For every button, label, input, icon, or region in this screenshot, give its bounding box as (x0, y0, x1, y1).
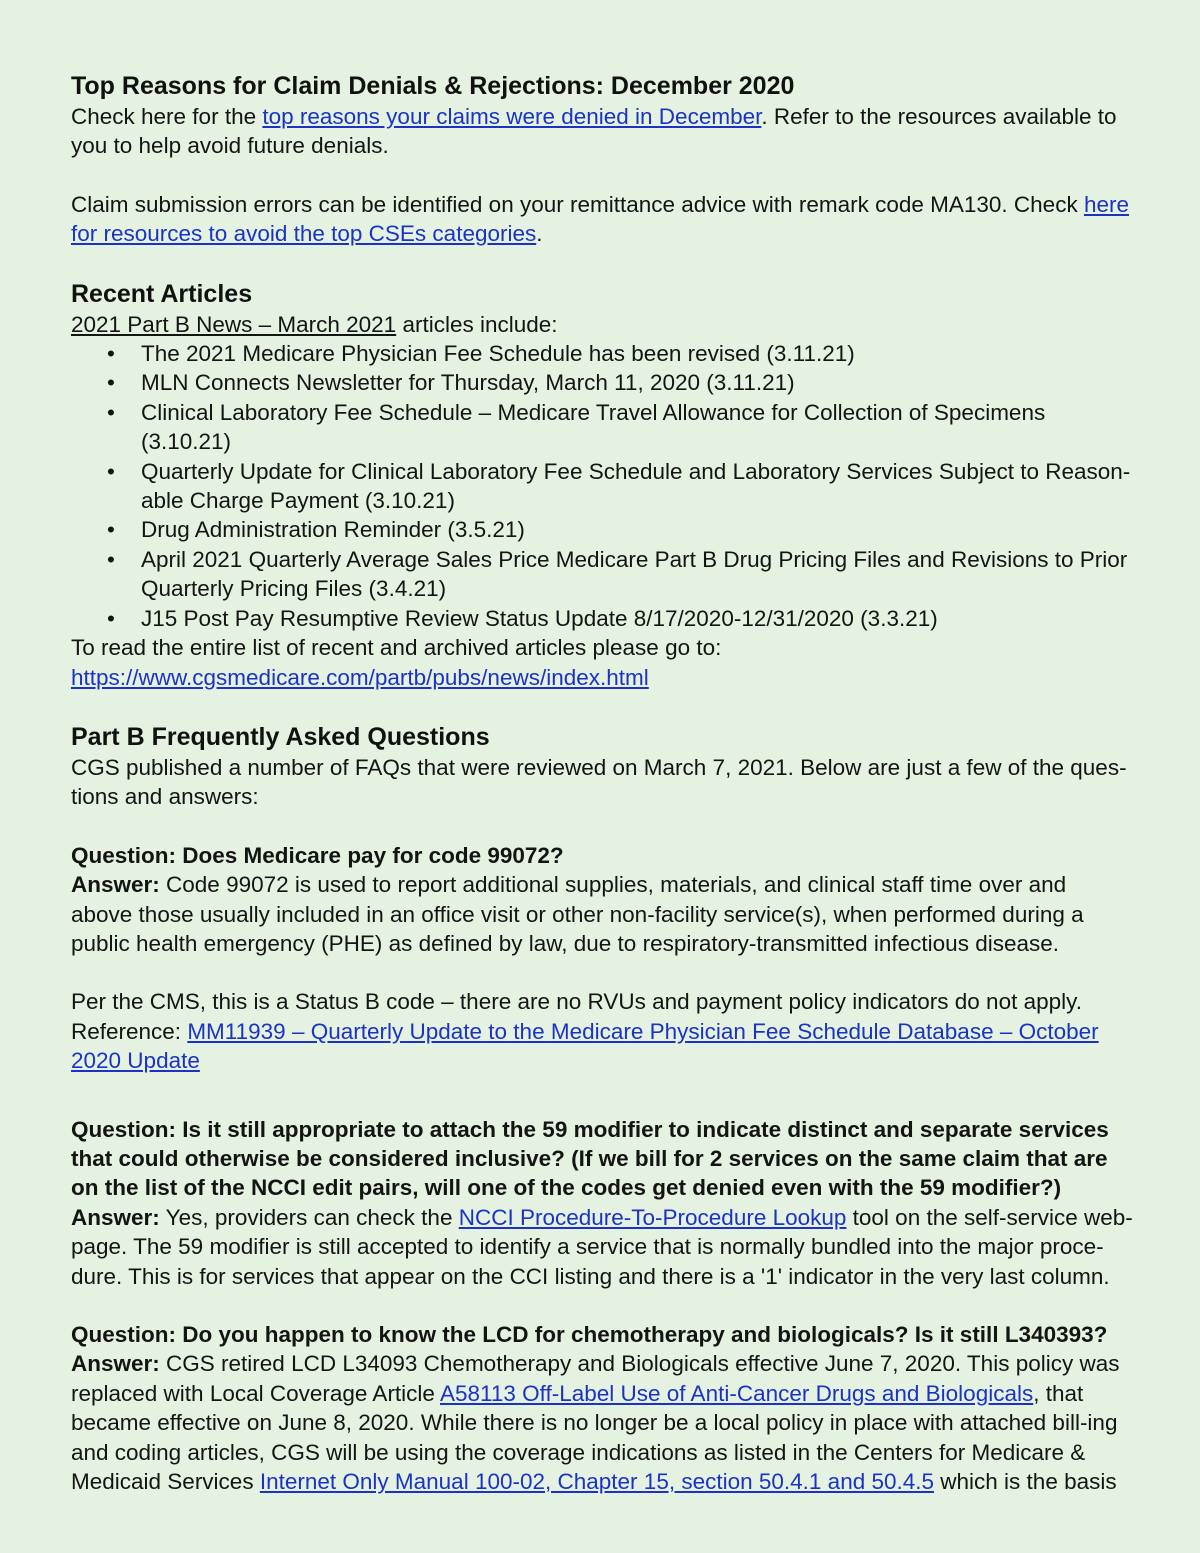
section-title-articles: Recent Articles (71, 279, 253, 308)
list-item: • J15 Post Pay Resumptive Review Status Update 8/17/2020-12/31/2020 (3.3.21) (141, 604, 1133, 633)
list-item: • Clinical Laboratory Fee Schedule – Medicare Travel Allowance for Collection of Specimens (3.10.21) (141, 398, 1133, 457)
list-item: • The 2021 Medicare Physician Fee Schedule has been revised (3.11.21) (141, 339, 1133, 368)
a58113-link[interactable]: A58113 Off-Label Use of Anti-Cancer Drugs and Biologicals (439, 1380, 1034, 1406)
faq-question-2: Question: Is it still appropriate to attach the 59 modifier to indicate distinct and separate services that could otherwise be considered inclusive? (If we bill for 2 services on the same claim that are on the list of the NCCI edit pairs, will one of the codes get denied even with the 59 modifier?) (71, 1116, 1109, 1201)
iom-manual-link[interactable]: Internet Only Manual 100-02, Chapter 15, section 50.4.1 and 50.4.5 (259, 1469, 935, 1495)
faq-answer-3: Answer: CGS retired LCD L34093 Chemotherapy and Biologicals effective June 7, 2020. This policy was replaced with Local Coverage Article A58113 Off-Label Use of Anti-Cancer Drugs and Biologicals, that became effective on June 8, 2020. While there is no longer be a local policy in place with attached bill-ing and coding articles, CGS will be using the coverage indications as listed in the Centers for Medicare & Medicaid Services Internet Only Manual 100-02, Chapter 15, section 50.4.1 and 50.4.5 which is the basis (71, 1351, 1120, 1495)
mm11939-link[interactable]: MM11939 – Quarterly Update to the Medicare Physician Fee Schedule Database – October 2020 Update (71, 1018, 1099, 1074)
news-archive-link[interactable]: https://www.cgsmedicare.com/partb/pubs/news/index.html (71, 664, 649, 690)
list-item: • April 2021 Quarterly Average Sales Price Medicare Part B Drug Pricing Files and Revisions to Prior Quarterly Pricing Files (3.4.21) (141, 545, 1133, 604)
faq-answer-2: Answer: Yes, providers can check the NCCI Procedure-To-Procedure Lookup tool on the self-service web-page. The 59 modifier is still accepted to identify a service that is normally bundled into the major proce-dure. This is for services that appear on the CCI listing and there is a '1' indicator in the very last column. (71, 1204, 1133, 1289)
section-title-denials: Top Reasons for Claim Denials & Rejections: December 2020 (71, 72, 795, 100)
ncci-lookup-link[interactable]: NCCI Procedure-To-Procedure Lookup (458, 1204, 847, 1230)
section-title-faq: Part B Frequently Asked Questions (71, 722, 490, 751)
faq-question-1: Question: Does Medicare pay for code 99072? (71, 842, 564, 868)
answer-label: Answer: (71, 1204, 160, 1230)
denials-paragraph-2: Claim submission errors can be identified on your remittance advice with remark code MA130. Check here for resources to avoid the top CSEs categories. (71, 191, 1129, 247)
list-item: • Drug Administration Reminder (3.5.21) (141, 515, 1133, 544)
articles-list (71, 339, 1133, 633)
cse-resources-link[interactable]: here for resources to avoid the top CSEs categories (71, 191, 1129, 247)
articles-intro: 2021 Part B News – March 2021 articles include: (71, 311, 558, 337)
answer-label: Answer: (71, 1351, 160, 1377)
denials-paragraph-1: Check here for the top reasons your claims were denied in December. Refer to the resources available to you to help avoid future denials. (71, 104, 1117, 159)
list-item: • Quarterly Update for Clinical Laboratory Fee Schedule and Laboratory Services Subject to Reason-able Charge Payment (3.10.21) (141, 457, 1133, 516)
document-page (71, 70, 1133, 1496)
list-item: • MLN Connects Newsletter for Thursday, March 11, 2020 (3.11.21) (141, 368, 1133, 397)
answer-label: Answer: (71, 872, 160, 898)
faq-answer-1-reference: Reference: MM11939 – Quarterly Update to the Medicare Physician Fee Schedule Database – October 2020 Update (71, 1018, 1099, 1074)
faq-intro: CGS published a number of FAQs that were reviewed on March 7, 2021. Below are just a few of the ques-tions and answers: (71, 754, 1127, 810)
faq-question-3: Question: Do you happen to know the LCD for chemotherapy and biologicals? Is it still L340393? (71, 1322, 1108, 1347)
faq-answer-1-status: Per the CMS, this is a Status B code – there are no RVUs and payment policy indicators do not apply. (71, 989, 1082, 1015)
part-b-news-link[interactable]: 2021 Part B News – March 2021 (71, 311, 397, 337)
denials-report-link[interactable]: top reasons your claims were denied in December (262, 104, 762, 129)
faq-answer-1: Answer: Code 99072 is used to report additional supplies, materials, and clinical staff time over and above those usually included in an office visit or other non-facility service(s), when performed during a public health emergency (PHE) as defined by law, due to respiratory-transmitted infectious disease. (71, 872, 1084, 956)
articles-outro: To read the entire list of recent and archived articles please go to: https://www.cgsmedicare.com/partb/pubs/news/index.html (71, 635, 722, 690)
